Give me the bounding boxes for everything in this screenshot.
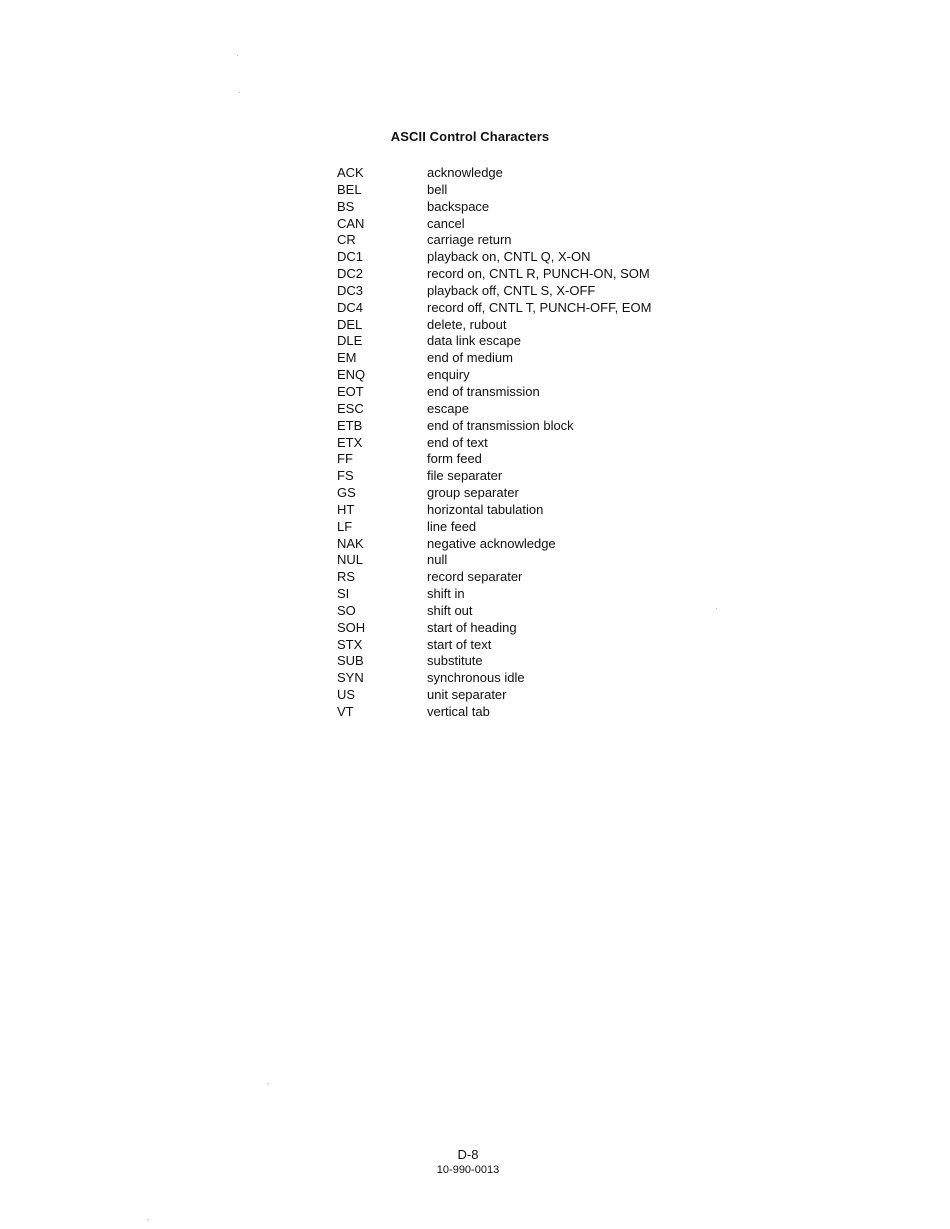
control-description: data link escape — [427, 333, 521, 349]
control-character-table — [337, 165, 651, 721]
page-number: D-8 — [457, 1147, 479, 1162]
control-code: FS — [337, 468, 354, 484]
control-description: bell — [427, 181, 448, 197]
table-row — [337, 552, 651, 569]
control-description: start of heading — [427, 619, 517, 635]
control-code: EM — [337, 350, 357, 366]
control-code: SUB — [337, 653, 364, 669]
control-code: DC3 — [337, 282, 364, 298]
control-description: record separater — [427, 569, 523, 585]
control-code: DEL — [337, 316, 363, 332]
control-code: DC1 — [337, 249, 364, 265]
scan-speck — [148, 1219, 149, 1220]
control-code: ACK — [337, 165, 364, 180]
table-row — [337, 182, 651, 199]
table-row — [337, 468, 651, 485]
control-code: LF — [337, 518, 353, 534]
control-description: playback off, CNTL S, X-OFF — [427, 282, 596, 298]
table-row — [337, 586, 651, 603]
control-description: carriage return — [427, 232, 512, 248]
control-description: form feed — [427, 451, 482, 467]
control-code: ETB — [337, 417, 363, 433]
table-row — [337, 199, 651, 216]
page-title: ASCII Control Characters — [390, 129, 550, 144]
table-row — [337, 451, 651, 468]
control-code: VT — [337, 704, 354, 719]
control-description: record on, CNTL R, PUNCH-ON, SOM — [427, 266, 650, 282]
control-code: GS — [337, 485, 356, 501]
control-code: NAK — [337, 535, 364, 551]
table-row — [337, 620, 651, 637]
control-code: BS — [337, 198, 355, 214]
control-code: BEL — [337, 181, 362, 197]
control-description: enquiry — [427, 367, 470, 383]
control-code: ETX — [337, 434, 363, 450]
table-row — [337, 485, 651, 502]
table-row — [337, 283, 651, 300]
table-row — [337, 653, 651, 670]
control-description: cancel — [427, 215, 465, 231]
control-description: shift in — [427, 586, 465, 602]
control-code: NUL — [337, 552, 364, 568]
control-description: horizontal tabulation — [427, 501, 544, 517]
control-code: SYN — [337, 670, 364, 686]
table-row — [337, 569, 651, 586]
control-code: SO — [337, 602, 356, 618]
control-code: RS — [337, 569, 356, 585]
control-description: file separater — [427, 468, 503, 484]
scan-speck — [237, 55, 238, 56]
table-row — [337, 603, 651, 620]
control-description: backspace — [427, 198, 490, 214]
control-code: SOH — [337, 619, 366, 635]
control-code: DC4 — [337, 299, 364, 315]
table-row — [337, 401, 651, 418]
control-description: end of text — [427, 434, 488, 450]
control-description: delete, rubout — [427, 316, 507, 332]
table-row — [337, 333, 651, 350]
control-description: escape — [427, 400, 469, 416]
control-code: HT — [337, 501, 355, 517]
control-description: null — [427, 552, 448, 568]
control-code: US — [337, 687, 356, 703]
table-row — [337, 670, 651, 687]
table-row — [337, 704, 651, 721]
control-description: end of transmission block — [427, 417, 574, 433]
table-row — [337, 536, 651, 553]
table-row — [337, 384, 651, 401]
control-description: acknowledge — [427, 165, 503, 180]
table-row — [337, 249, 651, 266]
control-description: playback on, CNTL Q, X-ON — [427, 249, 591, 265]
control-description: negative acknowledge — [427, 535, 556, 551]
control-description: substitute — [427, 653, 483, 669]
control-description: shift out — [427, 602, 473, 618]
table-row — [337, 418, 651, 435]
control-code: FF — [337, 451, 353, 467]
control-description: unit separater — [427, 687, 507, 703]
control-code: CR — [337, 232, 356, 248]
table-row — [337, 687, 651, 704]
table-row — [337, 637, 651, 654]
table-row — [337, 300, 651, 317]
table-row — [337, 435, 651, 452]
table-row — [337, 317, 651, 334]
control-code: DC2 — [337, 266, 364, 282]
control-description: end of transmission — [427, 383, 540, 399]
control-code: SI — [337, 586, 350, 602]
control-code: EOT — [337, 383, 364, 399]
control-description: synchronous idle — [427, 670, 525, 686]
table-row — [337, 519, 651, 536]
table-row — [337, 165, 651, 182]
control-code: ENQ — [337, 367, 366, 383]
scan-speck — [716, 608, 717, 609]
table-row — [337, 232, 651, 249]
scan-speck — [268, 1083, 269, 1084]
document-number: 10-990-0013 — [436, 1164, 500, 1176]
control-description: record off, CNTL T, PUNCH-OFF, EOM — [427, 299, 652, 315]
control-code: ESC — [337, 400, 364, 416]
table-row — [337, 350, 651, 367]
table-row — [337, 367, 651, 384]
control-description: start of text — [427, 636, 492, 652]
control-code: STX — [337, 636, 363, 652]
control-description: end of medium — [427, 350, 513, 366]
control-code: CAN — [337, 215, 365, 231]
control-code: DLE — [337, 333, 363, 349]
table-row — [337, 266, 651, 283]
table-row — [337, 216, 651, 233]
scan-speck — [239, 92, 240, 93]
control-description: line feed — [427, 518, 477, 534]
control-description: vertical tab — [427, 704, 490, 719]
control-description: group separater — [427, 485, 519, 501]
table-row — [337, 502, 651, 519]
